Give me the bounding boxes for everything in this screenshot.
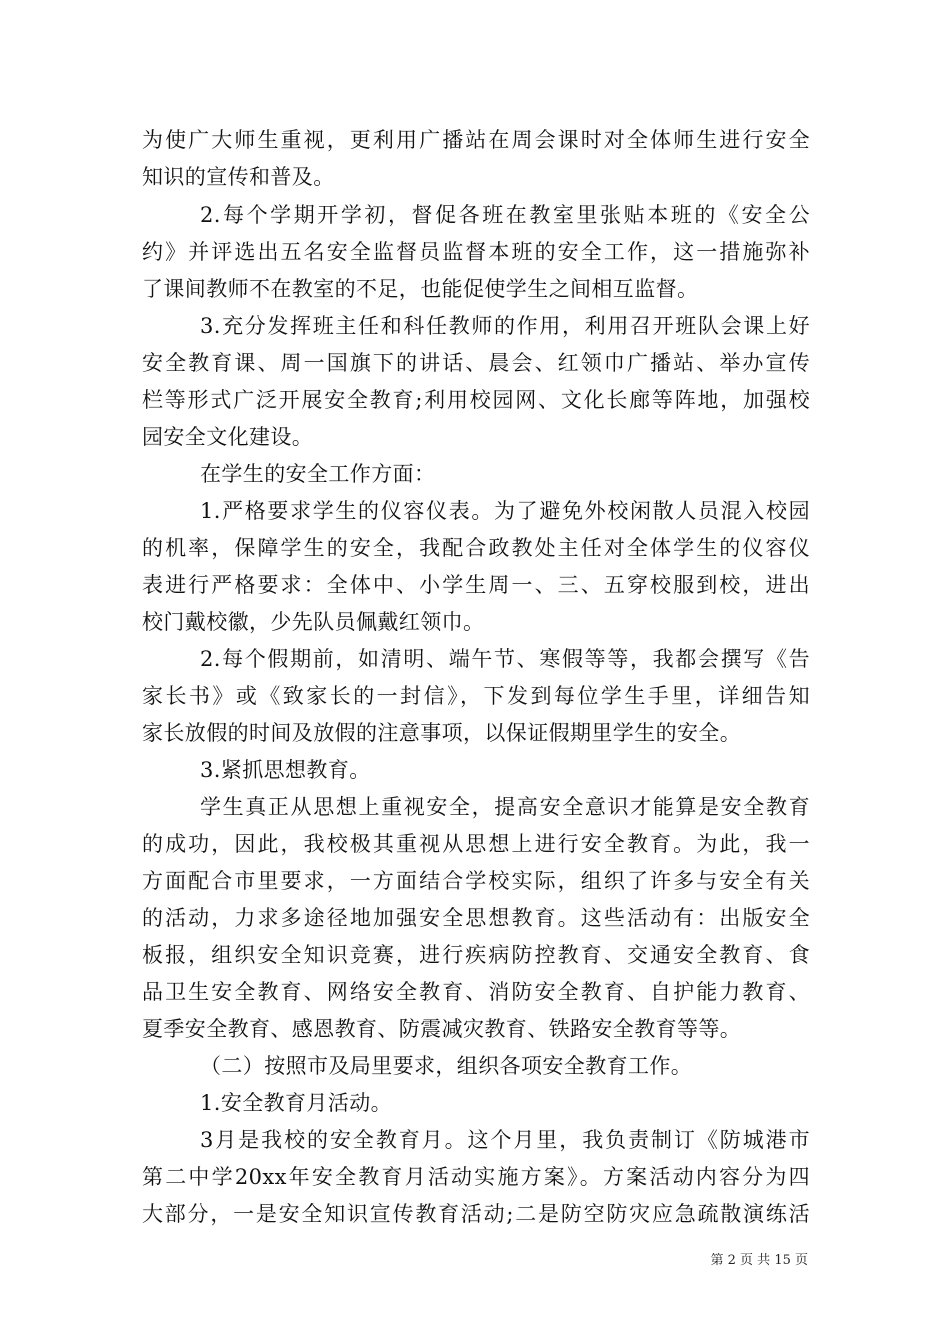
section-heading: （二）按照市及局里要求，组织各项安全教育工作。	[200, 1054, 693, 1078]
text-line: 1.严格要求学生的仪容仪表。为了避免外校闲散人员混入校园	[200, 499, 810, 523]
section-heading: 在学生的安全工作方面：	[200, 462, 436, 486]
text-line: 家长书》或《致家长的一封信》，下发到每位学生手里，详细告知	[142, 684, 810, 708]
text-line: 的活动，力求多途径地加强安全思想教育。这些活动有：出版安全	[142, 906, 810, 930]
text-line: 约》并评选出五名安全监督员监督本班的安全工作，这一措施弥补	[142, 240, 810, 264]
text-line: 2.每个假期前，如清明、端午节、寒假等等，我都会撰写《告	[200, 647, 810, 671]
text-line: 夏季安全教育、感恩教育、防震减灾教育、铁路安全教育等等。	[142, 1017, 742, 1041]
text-line: 知识的宣传和普及。	[142, 165, 335, 189]
text-line: 了课间教师不在教室的不足，也能促使学生之间相互监督。	[142, 277, 699, 301]
text-line: 2.每个学期开学初，督促各班在教室里张贴本班的《安全公	[200, 203, 810, 227]
text-line: 大部分，一是安全知识宣传教育活动;二是防空防灾应急疏散演练活	[142, 1202, 810, 1226]
text-line: 为使广大师生重视，更利用广播站在周会课时对全体师生进行安全	[142, 128, 810, 152]
text-line: 园安全文化建设。	[142, 425, 314, 449]
text-line: 栏等形式广泛开展安全教育;利用校园网、文化长廊等阵地，加强校	[142, 388, 810, 412]
text-line: 3.充分发挥班主任和科任教师的作用，利用召开班队会课上好	[200, 314, 810, 338]
text-line: 安全教育课、周一国旗下的讲话、晨会、红领巾广播站、举办宣传	[142, 351, 810, 375]
text-line: 1.安全教育月活动。	[200, 1091, 393, 1115]
text-line: 表进行严格要求：全体中、小学生周一、三、五穿校服到校，进出	[142, 573, 810, 597]
text-line: 3.紧抓思想教育。	[200, 758, 371, 782]
text-line: 家长放假的时间及放假的注意事项，以保证假期里学生的安全。	[142, 721, 742, 745]
text-line: 板报，组织安全知识竞赛，进行疾病防控教育、交通安全教育、食	[142, 943, 810, 967]
text-line: 学生真正从思想上重视安全，提高安全意识才能算是安全教育	[200, 795, 810, 819]
text-line: 校门戴校徽，少先队员佩戴红领巾。	[142, 610, 485, 634]
text-line: 第二中学20xx年安全教育月活动实施方案》。方案活动内容分为四	[142, 1165, 810, 1189]
text-line: 的成功，因此，我校极其重视从思想上进行安全教育。为此，我一	[142, 832, 810, 856]
text-line: 的机率，保障学生的安全，我配合政教处主任对全体学生的仪容仪	[142, 536, 810, 560]
text-line: 3月是我校的安全教育月。这个月里，我负责制订《防城港市	[200, 1128, 810, 1152]
text-line: 品卫生安全教育、网络安全教育、消防安全教育、自护能力教育、	[142, 980, 810, 1004]
text-line: 方面配合市里要求，一方面结合学校实际，组织了许多与安全有关	[142, 869, 810, 893]
page-number: 第 2 页 共 15 页	[710, 1253, 808, 1268]
